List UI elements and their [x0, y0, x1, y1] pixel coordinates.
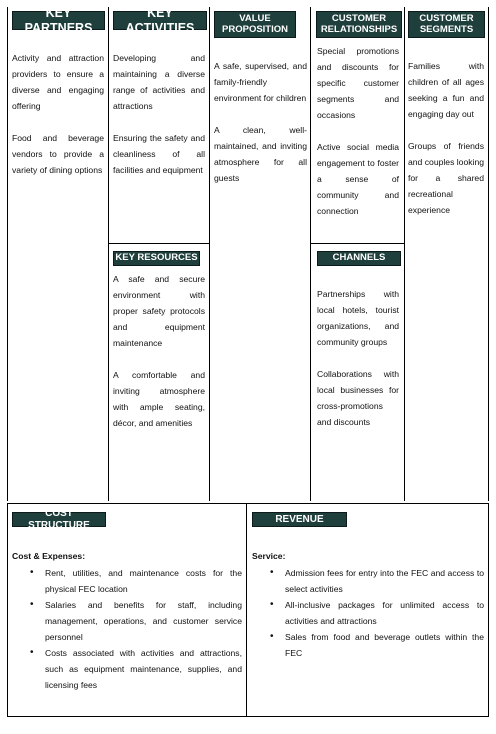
list-item: • Rent, utilities, and maintenance costs for the physical FEC location: [12, 565, 242, 597]
customer-segments-item: Families with children of all ages seeking a fun and engaging day out: [408, 61, 484, 119]
key-activities-item: Ensuring the safety and cleanliness of all facilities and equipment: [113, 133, 205, 175]
revenue-content: [252, 548, 484, 661]
grid-line: [108, 243, 210, 244]
key-partners-item: Food and beverage vendors to provide a variety of dining options: [12, 133, 104, 175]
channels-item: Partnerships with local hotels, tourist organizations, and community groups: [317, 289, 399, 347]
customer-relationships-item: Active social media engagement to foster a sense of community and connection: [317, 142, 399, 216]
cost-structure-list: [12, 565, 242, 693]
grid-line: [310, 243, 405, 244]
grid-line: [488, 7, 489, 501]
list-item: • All-inclusive packages for unlimited access to activities and attractions: [252, 597, 484, 629]
grid-line: [404, 7, 405, 501]
customer-relationships-header: CUSTOMER RELATIONSHIPS: [316, 11, 402, 38]
grid-line: [488, 503, 489, 717]
channels-item: Collaborations with local businesses for cross-promotions and discounts: [317, 369, 399, 427]
customer-segments-item: Groups of friends and couples looking for a shared recreational experience: [408, 141, 484, 215]
key-resources-item: A safe and secure environment with proper safety protocols and equipment maintenance: [113, 274, 205, 348]
cost-structure-header: COST STRUCTURE: [12, 512, 106, 527]
customer-relationships-content: [317, 43, 399, 219]
key-partners-content: [12, 50, 104, 178]
key-resources-header: KEY RESOURCES: [113, 251, 200, 266]
key-activities-header: KEY ACTIVITIES: [113, 11, 207, 30]
value-proposition-item: A safe, supervised, and family-friendly environment for children: [214, 61, 307, 103]
grid-line: [7, 716, 489, 717]
list-item: • Admission fees for entry into the FEC and access to select activities: [252, 565, 484, 597]
grid-line: [108, 7, 109, 501]
key-resources-content: [113, 271, 205, 431]
grid-line: [246, 503, 247, 717]
cost-structure-subhead: Cost & Expenses:: [12, 551, 86, 561]
key-partners-item: Activity and attraction providers to ensure a diverse and engaging offering: [12, 53, 104, 111]
revenue-list: [252, 565, 484, 661]
grid-line: [7, 7, 8, 501]
customer-segments-header: CUSTOMER SEGMENTS: [408, 11, 485, 38]
revenue-subhead: Service:: [252, 551, 286, 561]
channels-content: [317, 286, 399, 430]
key-activities-item: Developing and maintaining a diverse range of activities and attractions: [113, 53, 205, 111]
grid-line: [310, 7, 311, 501]
grid-line: [7, 503, 489, 504]
key-partners-header: KEY PARTNERS: [12, 11, 105, 30]
value-proposition-header: VALUE PROPOSITION: [214, 11, 296, 38]
channels-header: CHANNELS: [317, 251, 401, 266]
customer-relationships-item: Special promotions and discounts for specific customer segments and occasions: [317, 46, 399, 120]
key-activities-content: [113, 50, 205, 178]
grid-line: [209, 7, 210, 501]
value-proposition-content: [214, 58, 307, 186]
cost-structure-content: [12, 548, 242, 693]
customer-segments-content: [408, 58, 484, 218]
list-item: • Costs associated with activities and attractions, such as equipment maintenance, supplies, and licensing fees: [12, 645, 242, 693]
grid-line: [7, 503, 8, 717]
value-proposition-item: A clean, well-maintained, and inviting atmosphere for all guests: [214, 125, 307, 183]
list-item: • Sales from food and beverage outlets within the FEC: [252, 629, 484, 661]
list-item: • Salaries and benefits for staff, including management, operations, and customer service personnel: [12, 597, 242, 645]
key-resources-item: A comfortable and inviting atmosphere with ample seating, décor, and amenities: [113, 370, 205, 428]
revenue-header: REVENUE: [252, 512, 347, 527]
